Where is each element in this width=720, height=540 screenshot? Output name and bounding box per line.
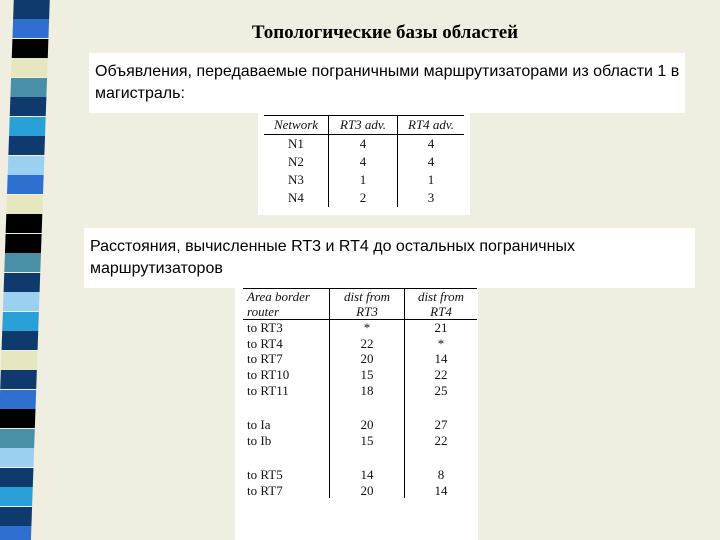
table-cell: * [405,336,478,352]
table-cell: to RT7 [247,351,283,367]
table-cell: to RT3 [247,320,283,336]
table-cell [330,448,405,467]
stripe-band [0,390,36,409]
table-cell [405,398,478,417]
table-cell: N3 [288,172,304,187]
stripe-band [6,214,43,233]
table-cell: 14 [405,483,478,499]
stripe-band [1,351,38,370]
table-cell: to RT10 [247,367,290,383]
table-cell: 14 [405,351,478,367]
header-dist-from-rt4 [405,289,478,320]
table-cell: 20 [330,483,405,499]
table-cell: 20 [330,351,405,367]
stripe-band [6,195,43,214]
table-row [243,398,477,417]
table-cell: 4 [329,135,398,154]
table-header-row [243,289,477,320]
table-cell: 22 [405,367,478,383]
table-cell: 8 [405,467,478,483]
table-cell [243,448,330,467]
table-row [243,336,477,352]
table-cell: 15 [330,367,405,383]
table-row [243,448,477,467]
header-rt3-adv: RT3 adv. [329,116,398,135]
stripe-band [0,448,34,467]
stripe-band [11,58,48,77]
stripe-band [0,429,35,448]
table-cell [405,448,478,467]
table-cell: 18 [330,382,405,398]
table-row [243,467,477,483]
stripe-band [0,409,35,428]
table-row [243,433,477,449]
table-row [243,367,477,383]
advertisement-table [264,115,464,207]
stripe-band [8,156,45,175]
table-cell: to Ib [247,432,272,448]
table-cell: to RT11 [247,382,289,398]
header-line: RT3 [356,304,378,319]
header-rt4-adv: RT4 adv. [398,116,465,135]
table-cell [330,398,405,417]
stripe-band [12,39,49,58]
table-row [243,320,477,336]
stripe-band [13,0,50,19]
table-cell: 3 [398,189,465,207]
stripe-band [2,331,39,350]
announcement-text: Объявления, передаваемые пограничными маршрутизаторами из области 1 в магистраль: [95,63,680,102]
table-row [243,483,477,499]
header-line: dist from [417,289,465,304]
distance-table [243,288,477,498]
table-row [243,382,477,398]
table-cell: 22 [405,433,478,449]
header-line: RT4 [430,304,452,319]
stripe-band [0,507,32,526]
stripe-band [4,273,41,292]
header-area-border-router [243,289,330,320]
table-row [264,135,464,154]
stripe-band [5,234,42,253]
table-cell: 4 [398,135,465,154]
stripe-band [0,526,31,540]
table-cell: 25 [405,382,478,398]
stripe-band [7,175,44,194]
table-cell: 22 [330,336,405,352]
table-cell: 4 [329,153,398,171]
table-cell: N1 [288,136,304,151]
advertisement-table-panel [258,110,470,215]
header-line: router [247,304,280,319]
header-line: dist from [343,289,391,304]
table-header-row [264,116,464,135]
table-row [264,153,464,171]
table-cell: N2 [288,154,304,169]
stripe-band [2,312,39,331]
announcement-box [89,53,685,113]
distances-text: Расстояния, вычисленные RT3 и RT4 до остальных пограничных маршрутизаторов [90,238,575,277]
table-cell: 14 [330,467,405,483]
table-cell: 27 [405,417,478,433]
distance-table-panel [235,284,478,540]
decorative-stripe [0,0,84,540]
stripe-band [4,253,41,272]
table-cell: to Ia [247,417,271,433]
stripe-band [10,78,47,97]
table-cell: 1 [329,171,398,189]
table-row [243,351,477,367]
table-cell: N4 [288,190,304,205]
table-row [264,189,464,207]
stripe-band [8,136,45,155]
table-row [243,417,477,433]
table-cell: 15 [330,433,405,449]
table-cell: 4 [398,153,465,171]
table-cell: 21 [405,320,478,336]
table-cell [243,398,330,417]
stripe-band [0,468,33,487]
table-cell: to RT7 [247,483,283,499]
header-network: Network [264,116,329,135]
stripe-band [0,487,33,506]
table-cell: * [330,320,405,336]
table-cell: 2 [329,189,398,207]
header-line: Area border [247,289,310,304]
table-cell: 1 [398,171,465,189]
distances-box [84,228,695,288]
stripe-band [12,19,49,38]
stripe-band [9,117,46,136]
stripe-band [0,370,37,389]
stripe-band [10,97,47,116]
stripe-bands [0,0,84,540]
header-dist-from-rt3 [330,289,405,320]
stripe-band [3,292,40,311]
table-cell: to RT5 [247,467,283,483]
table-row [264,171,464,189]
table-cell: 20 [330,417,405,433]
table-cell: to RT4 [247,335,283,351]
slide-title: Топологические базы областей [251,22,519,43]
